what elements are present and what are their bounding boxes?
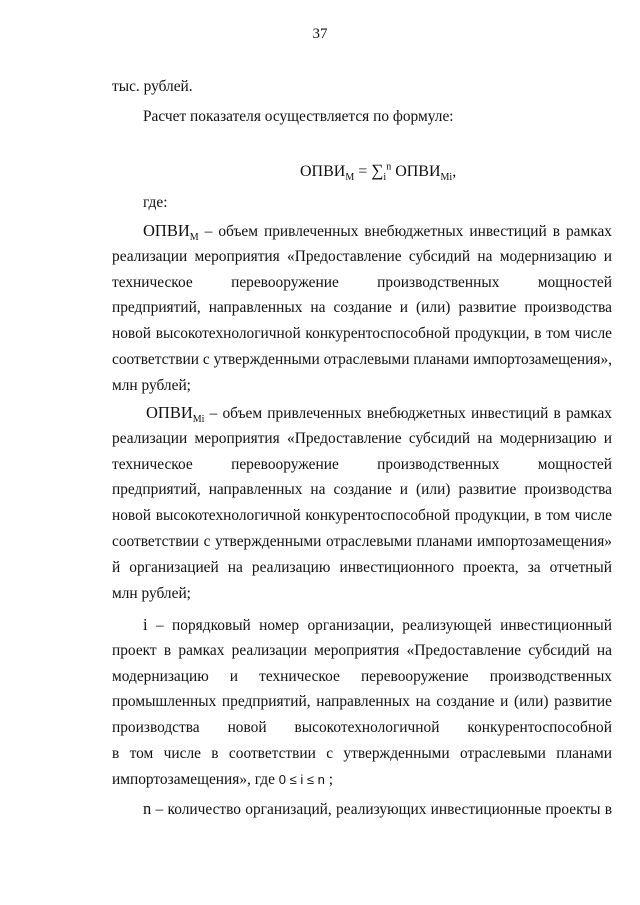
formula-tail: , xyxy=(452,163,457,180)
definition-3-line-5: производства новой высокотехнологичной конкурентоспособной xyxy=(112,719,612,737)
definition-3-line-6: в том числе в соответствии с утвержденными отраслевыми планами xyxy=(112,744,612,762)
definition-3-line-1 xyxy=(112,612,612,638)
definition-2-line-7: й организацией на реализацию инвестиционного проекта, за отчетный xyxy=(112,558,612,576)
definition-4-term: n xyxy=(143,799,152,818)
definition-2-line-1 xyxy=(112,400,612,426)
definition-2-line-8: млн рублей; xyxy=(112,584,191,602)
definition-3-term: i xyxy=(143,615,148,634)
definition-1-line-5: новой высокотехнологичной конкурентоспособной продукции, в том числе xyxy=(112,325,612,343)
definition-2-line-3: техническое перевооружение производственных мощностей xyxy=(112,455,612,473)
definition-3-line-7 xyxy=(112,767,612,793)
intro-block xyxy=(112,74,612,100)
where-block xyxy=(112,190,612,216)
definition-n xyxy=(112,796,612,822)
definition-2-term: ОПВИ xyxy=(146,403,193,422)
definition-1-line-6: соответствии с утвержденными отраслевыми планами импортозамещения», xyxy=(112,350,612,368)
definition-2-term-subscript: Mi xyxy=(192,414,205,426)
formula-lhs: ОПВИ xyxy=(300,163,346,180)
definition-3-line-4: промышленных предприятий, направленных на создание и (или) развитие xyxy=(112,693,612,711)
definition-2-line-2: реализации мероприятия «Предоставление субсидий на модернизацию и xyxy=(112,429,612,447)
formula xyxy=(300,161,457,184)
definition-1-term: ОПВИ xyxy=(143,221,190,240)
formula-sum-sign: ∑ xyxy=(371,161,384,180)
page-number: 37 xyxy=(312,26,328,42)
formula-lhs-subscript: М xyxy=(345,172,355,184)
definition-1-line-2: реализации мероприятия «Предоставление субсидий на модернизацию и xyxy=(112,247,612,265)
definition-3-range: 0 ≤ i ≤ n xyxy=(278,771,325,787)
definition-2-line-5: новой высокотехнологичной конкурентоспособной продукции, в том числе xyxy=(112,507,612,525)
intro-line-1: тыс. рублей. xyxy=(112,78,193,95)
definition-1-line-1 xyxy=(112,218,612,244)
definition-3-text-7: импортозамещения», где xyxy=(112,770,279,788)
intro-line-2: Расчет показателя осуществляется по формуле: xyxy=(143,108,454,125)
definition-3-text-end: ; xyxy=(324,770,333,788)
definition-4-text-1: – количество организаций, реализующих инвестиционные проекты в xyxy=(151,801,612,818)
definition-1-line-4: предприятий, направленных на создание и (или) развитие производства xyxy=(112,299,612,317)
definition-2-line-6: соответствии с утвержденными отраслевыми планами импортозамещения» xyxy=(112,532,612,550)
definition-3-text-1: – порядковый номер организации, реализующей инвестиционный xyxy=(147,617,612,634)
formula-sum-upper: n xyxy=(386,161,392,173)
definition-opvi-m xyxy=(112,218,612,399)
formula-equals: = xyxy=(358,163,368,180)
formula-rhs-subscript: Mi xyxy=(440,172,453,184)
definition-1-text-1: – объем привлеченных внебюджетных инвестиций в рамках xyxy=(198,223,612,240)
formula-sum-lower: i xyxy=(383,172,387,184)
definition-4-line-1 xyxy=(112,796,612,822)
definition-1-term-subscript: М xyxy=(189,232,199,244)
formula-rhs: ОПВИ xyxy=(395,163,441,180)
definition-i xyxy=(112,612,612,793)
definition-opvi-mi xyxy=(112,400,612,606)
intro-block-2 xyxy=(112,104,612,130)
definition-1-line-3: техническое перевооружение производственных мощностей xyxy=(112,273,612,291)
where-label: где: xyxy=(143,194,168,211)
definition-3-line-2: проект в рамках реализации мероприятия «Предоставление субсидий на xyxy=(112,641,612,659)
definition-2-text-1: – объем привлеченных внебюджетных инвестиций в рамках xyxy=(204,405,612,422)
definition-2-line-4: предприятий, направленных на создание и (или) развитие производства xyxy=(112,481,612,499)
definition-3-line-3: модернизацию и техническое перевооружение производственных xyxy=(112,667,612,685)
definition-1-line-7: млн рублей; xyxy=(112,376,191,394)
